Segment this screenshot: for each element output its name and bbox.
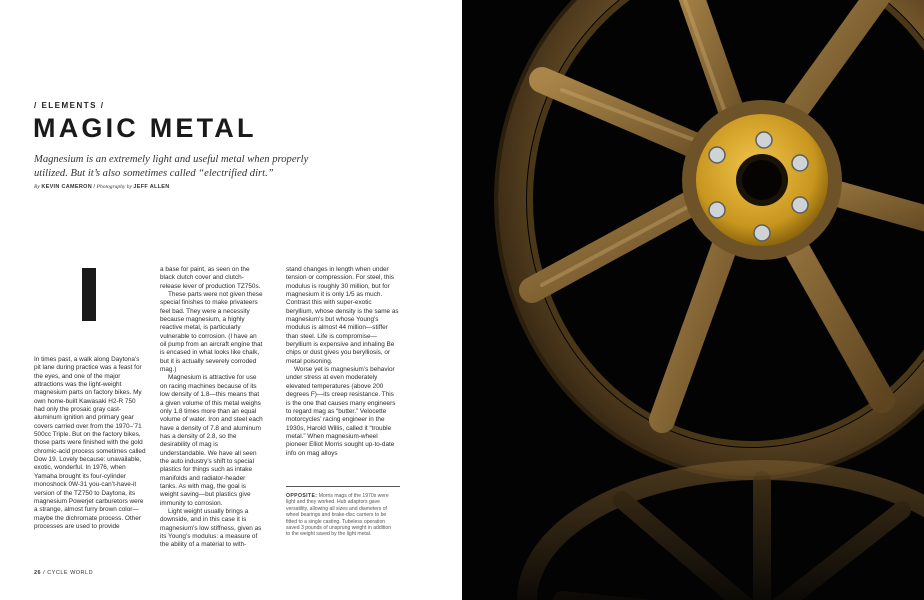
body-column-1 (34, 356, 146, 531)
body-column-3 (286, 266, 400, 458)
wheel (496, 0, 924, 478)
article-deck: Magnesium is an extremely light and useful metal when properly utilized. But it’s also sometimes called “electrified dirt.” (34, 154, 309, 179)
body-paragraph: stand changes in length when under tension or compression. For steel, this modulus is roughly 30 million, but for magnesium it is only 1/5 as much. Contrast this with super-exotic beryllium, whose density is the same as magnesium’s but whose Young’s modulus is almost 44 million—stiffer than steel. Life is compromise—beryllium is expensive and inhaling Be chips or dust gives you berylliosis, or metal poisoning. (286, 266, 399, 365)
body-paragraph: a base for paint, as seen on the black clutch cover and clutch-release lever of production TZ750s. (160, 266, 261, 290)
byline-author: KEVIN CAMERON (41, 184, 92, 190)
body-column-2 (160, 266, 263, 550)
caption-rule (286, 486, 400, 487)
publication-name: / CYCLE WORLD (43, 570, 94, 576)
byline-photo-label: Photography by (96, 184, 132, 190)
caption-label: OPPOSITE: (286, 493, 318, 499)
byline-by: By (34, 184, 40, 190)
body-paragraph: Magnesium is attractive for use on racing machines because of its low density of 1.8—this means that a given volume of this metal weighs only 1.8 times more than an equal volume of water. Iron and steel each have a density of 7.8 and aluminum has a density of 2.8, so the desirability of mag is understandable. We have all seen the auto industry’s shift to special plastics for things such as intake manifolds and radiator-header tanks. As with mag, the goal is weight saving—but plastics give immunity to corrosion. (160, 374, 263, 507)
body-paragraph: In times past, a walk along Daytona’s pit lane during practice was a feast for the eyes, and one of the major attractions was the light-weight magnesium parts on factory bikes. My own home-built Kawasaki H2-R 750 had only the prosaic gray cast-aluminum ignition and primary gear covers carried over from the 1970–’71 500cc Triple. But on the factory bikes, those parts were finished with the gold chromic-acid process sometimes called Dow 19. Lovely because: unavailable, exotic, wonderful. In 1976, when Yamaha brought its four-cylinder monoshock 0W-31 you-can’t-have-it version of the TZ750 to Daytona, its magnesium Powerjet carburetors were a strange, almost furry brown color—maybe the dichromate process. Other processes are used to provide (34, 356, 146, 530)
article-title: MAGIC METAL (33, 113, 257, 143)
byline-photographer: JEFF ALLEN (133, 184, 170, 190)
section-label: / ELEMENTS / (34, 101, 105, 110)
byline-separator: / (93, 184, 96, 190)
wheel-photo (462, 0, 924, 600)
photo-caption (286, 493, 396, 538)
right-page-photo (462, 0, 924, 600)
byline (34, 184, 170, 190)
body-paragraph: Light weight usually brings a downside, and in this case it is magnesium’s low stiffness, given as its Young’s modulus: a measure of the ability of a material to with- (160, 507, 262, 549)
page-number: 26 (34, 570, 42, 576)
page-folio (34, 570, 93, 576)
drop-cap (82, 268, 96, 321)
body-paragraph: These parts were not given these special finishes to make privateers feel bad. They were a necessity because magnesium, a highly reactive metal, is particularly vulnerable to corrosion. (I have an oil pump from an aircraft engine that is encased in what looks like chalk, but it is actually severely corroded mag.) (160, 291, 263, 374)
body-paragraph: Worse yet is magnesium’s behavior under stress at even moderately elevated temperatures (above 200 degrees F)—its creep resistance. This is the one that causes many engineers to regard mag as “butter.” Velocette motorcycles’ racing engineer in the 1930s, Harold Willis, called it “trouble metal.” When magnesium-wheel pioneer Elliot Morris sought up-to-date info on mag alloys (286, 366, 396, 457)
caption-text: Morris mags of the 1970s were light and they worked. Hub adaptors gave versatility, allowing all sizes and diameters of wheel bearings and brake-disc carriers to be fitted to a single casting. Tubeless operation saved 3 pounds of unsprung weight in addition to the weight saved by the light metal. (286, 493, 392, 538)
